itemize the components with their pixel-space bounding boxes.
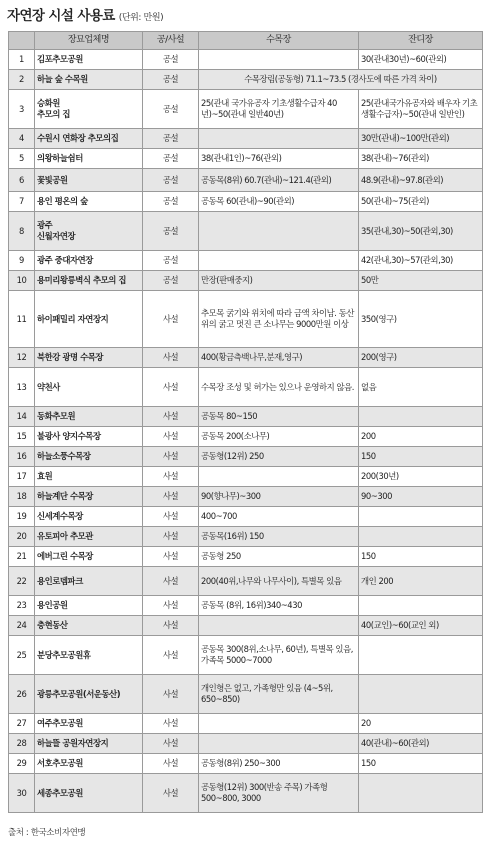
- table-row: [9, 368, 483, 407]
- facility-type: 사설: [143, 291, 199, 348]
- grass-burial-fee: 30(관내30년)~60(관외): [359, 50, 483, 70]
- tree-burial-fee: 개인형은 없고, 가족형만 있음 (4~5위, 650~850): [199, 675, 359, 714]
- tree-burial-fee: [199, 734, 359, 754]
- table-row: [9, 754, 483, 774]
- row-number: 30: [9, 774, 35, 813]
- row-number: 10: [9, 271, 35, 291]
- facility-type: 사설: [143, 547, 199, 567]
- tree-burial-fee: 공동목(16위) 150: [199, 527, 359, 547]
- facility-type: 사설: [143, 348, 199, 368]
- facility-type: 공설: [143, 169, 199, 192]
- facility-name: 동화추모원: [35, 407, 143, 427]
- facility-type: 사설: [143, 567, 199, 596]
- facility-type: 공설: [143, 212, 199, 251]
- grass-burial-fee: 150: [359, 754, 483, 774]
- row-number: 5: [9, 149, 35, 169]
- facility-name: 서호추모공원: [35, 754, 143, 774]
- table-row: [9, 149, 483, 169]
- facility-type: 사설: [143, 368, 199, 407]
- grass-burial-fee: 없음: [359, 368, 483, 407]
- table-row: [9, 129, 483, 149]
- facility-type: 공설: [143, 271, 199, 291]
- row-number: 20: [9, 527, 35, 547]
- grass-burial-fee: 38(관내)~76(관외): [359, 149, 483, 169]
- facility-name: 김포추모공원: [35, 50, 143, 70]
- facility-name: 용미리왕릉벽식 추모의 집: [35, 271, 143, 291]
- grass-burial-fee: 30만(관내)~100만(관외): [359, 129, 483, 149]
- table-row: [9, 734, 483, 754]
- grass-burial-fee: 90~300: [359, 487, 483, 507]
- tree-burial-fee: 수목장 조성 및 허가는 있으나 운영하지 않음.: [199, 368, 359, 407]
- grass-burial-fee: 200(30년): [359, 467, 483, 487]
- table-row: [9, 636, 483, 675]
- row-number: 3: [9, 90, 35, 129]
- tree-burial-fee: 공동목 80~150: [199, 407, 359, 427]
- table-row: [9, 169, 483, 192]
- facility-type: 사설: [143, 467, 199, 487]
- grass-burial-fee: 40(교인)~60(교인 외): [359, 616, 483, 636]
- grass-burial-fee: 350(영구): [359, 291, 483, 348]
- tree-burial-fee: 추모목 굵기와 위치에 따라 금액 차이남. 동산 위의 굵고 멋진 큰 소나무는 9000만원 이상: [199, 291, 359, 348]
- facility-type: 사설: [143, 447, 199, 467]
- facility-type: 사설: [143, 507, 199, 527]
- tree-and-grass-fee: 수목장림(공동형) 71.1~73.5 (경사도에 따른 가격 차이): [199, 70, 483, 90]
- tree-burial-fee: 공동형(12위) 250: [199, 447, 359, 467]
- table-row: [9, 251, 483, 271]
- grass-burial-fee: 개인 200: [359, 567, 483, 596]
- tree-burial-fee: [199, 251, 359, 271]
- table-row: [9, 774, 483, 813]
- table-row: [9, 675, 483, 714]
- grass-burial-fee: [359, 774, 483, 813]
- row-number: 17: [9, 467, 35, 487]
- facility-name: 에버그린 수목장: [35, 547, 143, 567]
- grass-burial-fee: 20: [359, 714, 483, 734]
- table-row: [9, 70, 483, 90]
- row-number: 23: [9, 596, 35, 616]
- table-body: [9, 50, 483, 813]
- tree-burial-fee: 만장(판매중지): [199, 271, 359, 291]
- row-number: 21: [9, 547, 35, 567]
- tree-burial-fee: 공동목 60(관내)~90(관외): [199, 192, 359, 212]
- tree-burial-fee: 공동형(12위) 300(반송 주목) 가족형 500~800, 3000: [199, 774, 359, 813]
- tree-burial-fee: 공동목(8위) 60.7(관내)~121.4(관외): [199, 169, 359, 192]
- row-number: 2: [9, 70, 35, 90]
- facility-type: 사설: [143, 636, 199, 675]
- table-row: [9, 487, 483, 507]
- facility-name: 충현동산: [35, 616, 143, 636]
- tree-burial-fee: [199, 129, 359, 149]
- facility-name: 여주추모공원: [35, 714, 143, 734]
- tree-burial-fee: 90(향나무)~300: [199, 487, 359, 507]
- facility-type: 사설: [143, 487, 199, 507]
- row-number: 26: [9, 675, 35, 714]
- table-row: [9, 507, 483, 527]
- row-number: 15: [9, 427, 35, 447]
- facility-name: 분당추모공원휴: [35, 636, 143, 675]
- table-row: [9, 291, 483, 348]
- facility-type: 사설: [143, 734, 199, 754]
- facility-name: 하늘뜰 공원자연장지: [35, 734, 143, 754]
- facility-name: 용인 평온의 숲: [35, 192, 143, 212]
- row-number: 19: [9, 507, 35, 527]
- table-row: [9, 547, 483, 567]
- facility-name: 광릉추모공원(서운동산): [35, 675, 143, 714]
- tree-burial-fee: 400(황금측백나무,분재,영구): [199, 348, 359, 368]
- table-row: [9, 271, 483, 291]
- facility-type: 사설: [143, 675, 199, 714]
- row-number: 4: [9, 129, 35, 149]
- page-title: [7, 4, 163, 26]
- grass-burial-fee: [359, 636, 483, 675]
- row-number: 11: [9, 291, 35, 348]
- table-row: [9, 407, 483, 427]
- tree-burial-fee: 400~700: [199, 507, 359, 527]
- facility-name: 효원: [35, 467, 143, 487]
- facility-name: 꽃빛공원: [35, 169, 143, 192]
- tree-burial-fee: [199, 467, 359, 487]
- tree-burial-fee: 공동목 200(소나무): [199, 427, 359, 447]
- grass-burial-fee: 50만: [359, 271, 483, 291]
- unit-note: (단위: 만원): [118, 13, 164, 23]
- table-row: [9, 567, 483, 596]
- tree-burial-fee: 공동목 300(8위,소나무, 60년), 특별목 있음,가족목 5000~7000: [199, 636, 359, 675]
- facility-name: 용인로뎀파크: [35, 567, 143, 596]
- grass-burial-fee: [359, 596, 483, 616]
- row-number: 7: [9, 192, 35, 212]
- grass-burial-fee: 50(관내)~75(관외): [359, 192, 483, 212]
- facility-name: 승화원 추모의 집: [35, 90, 143, 129]
- grass-burial-fee: 25(관내국가유공자와 배우자 기초생활수급자)~50(관내 일반인): [359, 90, 483, 129]
- tree-burial-fee: 공동형 250: [199, 547, 359, 567]
- facility-type: 공설: [143, 70, 199, 90]
- title-text: 자연장 시설 사용료: [7, 8, 115, 24]
- source-note: 출처 : 한국소비자연맹: [8, 828, 86, 838]
- row-number: 12: [9, 348, 35, 368]
- header-type: 공/사설: [143, 32, 199, 50]
- tree-burial-fee: 공동형(8위) 250~300: [199, 754, 359, 774]
- row-number: 13: [9, 368, 35, 407]
- facility-type: 사설: [143, 774, 199, 813]
- row-number: 25: [9, 636, 35, 675]
- table-row: [9, 50, 483, 70]
- header-name: 장묘업체명: [35, 32, 143, 50]
- grass-burial-fee: [359, 527, 483, 547]
- facility-name: 의왕하늘쉼터: [35, 149, 143, 169]
- grass-burial-fee: 200: [359, 427, 483, 447]
- header-no: [9, 32, 35, 50]
- header-tree: 수목장: [199, 32, 359, 50]
- table-row: [9, 192, 483, 212]
- facility-type: 공설: [143, 149, 199, 169]
- grass-burial-fee: 150: [359, 447, 483, 467]
- grass-burial-fee: 40(관내)~60(관외): [359, 734, 483, 754]
- table-row: [9, 596, 483, 616]
- facility-type: 사설: [143, 527, 199, 547]
- grass-burial-fee: 150: [359, 547, 483, 567]
- tree-burial-fee: 25(관내 국가유공자 기초생활수급자 40년)~50(관내 일반40년): [199, 90, 359, 129]
- row-number: 18: [9, 487, 35, 507]
- table-row: [9, 427, 483, 447]
- row-number: 27: [9, 714, 35, 734]
- row-number: 9: [9, 251, 35, 271]
- facility-name: 하늘소풍수목장: [35, 447, 143, 467]
- fee-table: [8, 31, 483, 813]
- table-row: [9, 348, 483, 368]
- facility-type: 사설: [143, 754, 199, 774]
- row-number: 22: [9, 567, 35, 596]
- row-number: 29: [9, 754, 35, 774]
- table-row: [9, 527, 483, 547]
- facility-name: 하늘계단 수목장: [35, 487, 143, 507]
- facility-name: 광주 중대자연장: [35, 251, 143, 271]
- tree-burial-fee: 공동목 (8위, 16위)340~430: [199, 596, 359, 616]
- header-row: [9, 32, 483, 50]
- header-grass: 잔디장: [359, 32, 483, 50]
- grass-burial-fee: [359, 407, 483, 427]
- facility-type: 사설: [143, 407, 199, 427]
- tree-burial-fee: [199, 714, 359, 734]
- facility-type: 사설: [143, 616, 199, 636]
- table-row: [9, 212, 483, 251]
- facility-name: 하늘 숲 수목원: [35, 70, 143, 90]
- table-row: [9, 447, 483, 467]
- table-row: [9, 616, 483, 636]
- facility-name: 수원시 연화장 추모의집: [35, 129, 143, 149]
- facility-type: 공설: [143, 50, 199, 70]
- tree-burial-fee: [199, 616, 359, 636]
- row-number: 1: [9, 50, 35, 70]
- grass-burial-fee: 42(관내,30)~57(관외,30): [359, 251, 483, 271]
- tree-burial-fee: [199, 212, 359, 251]
- grass-burial-fee: 200(영구): [359, 348, 483, 368]
- table-row: [9, 467, 483, 487]
- facility-name: 북한강 광명 수목장: [35, 348, 143, 368]
- row-number: 14: [9, 407, 35, 427]
- row-number: 28: [9, 734, 35, 754]
- tree-burial-fee: 38(관내1인)~76(관외): [199, 149, 359, 169]
- grass-burial-fee: [359, 507, 483, 527]
- tree-burial-fee: [199, 50, 359, 70]
- facility-type: 공설: [143, 192, 199, 212]
- facility-name: 용인공원: [35, 596, 143, 616]
- facility-type: 공설: [143, 251, 199, 271]
- facility-name: 유토피아 추모관: [35, 527, 143, 547]
- table-header: [9, 32, 483, 50]
- table-row: [9, 714, 483, 734]
- facility-name: 불광사 양지수목장: [35, 427, 143, 447]
- row-number: 8: [9, 212, 35, 251]
- row-number: 16: [9, 447, 35, 467]
- facility-type: 공설: [143, 90, 199, 129]
- facility-name: 광주 신월자연장: [35, 212, 143, 251]
- row-number: 6: [9, 169, 35, 192]
- tree-burial-fee: 200(40위,나무와 나무사이), 특별목 있음: [199, 567, 359, 596]
- grass-burial-fee: [359, 675, 483, 714]
- facility-type: 사설: [143, 427, 199, 447]
- facility-type: 사설: [143, 596, 199, 616]
- facility-name: 하이패밀리 자연장지: [35, 291, 143, 348]
- facility-type: 사설: [143, 714, 199, 734]
- facility-name: 세종추모공원: [35, 774, 143, 813]
- row-number: 24: [9, 616, 35, 636]
- facility-name: 약천사: [35, 368, 143, 407]
- facility-name: 신세계수목장: [35, 507, 143, 527]
- grass-burial-fee: 35(관내,30)~50(관외,30): [359, 212, 483, 251]
- grass-burial-fee: 48.9(관내)~97.8(관외): [359, 169, 483, 192]
- table-row: [9, 90, 483, 129]
- facility-type: 공설: [143, 129, 199, 149]
